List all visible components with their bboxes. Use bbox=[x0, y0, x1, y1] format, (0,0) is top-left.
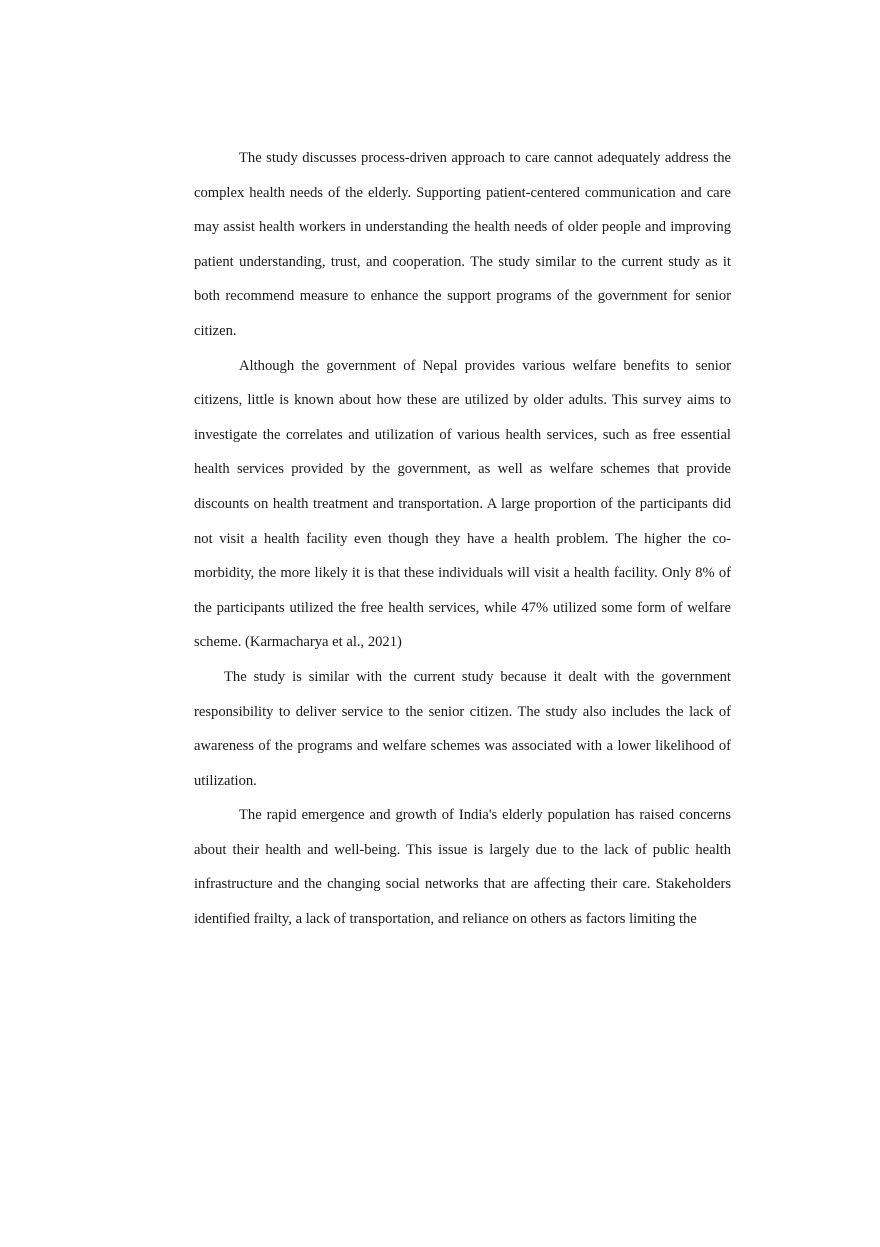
paragraph-process-driven-care: The study discusses process-driven approach to care cannot adequately address the complex health needs of the elderly. Supporting patient-centered communication and care may assist health workers in understanding the health needs of older people and improving patient understanding, trust, and cooperation. The study similar to the current study as it both recommend measure to enhance the support programs of the government for senior citizen. bbox=[194, 150, 731, 339]
body-text bbox=[194, 141, 731, 937]
paragraph-india-elderly-population: The rapid emergence and growth of India's elderly population has raised concerns about their health and well-being. This issue is largely due to the lack of public health infrastructure and the changing social networks that are affecting their care. Stakeholders identified frailty, a lack of transportation, and reliance on others as factors limiting the bbox=[194, 807, 731, 928]
paragraph-nepal-welfare-benefits: Although the government of Nepal provides various welfare benefits to senior citizens, little is known about how these are utilized by older adults. This survey aims to investigate the correlates and utilization of various health services, such as free essential health services provided by the government, as well as welfare schemes that provide discounts on health treatment and transportation. A large proportion of the participants did not visit a health facility even though they have a health problem. The higher the co-morbidity, the more likely it is that these individuals will visit a health facility. Only 8% of the participants utilized the free health services, while 47% utilized some form of welfare scheme. (Karmacharya et al., 2021) bbox=[194, 357, 731, 651]
paragraph-government-responsibility: The study is similar with the current study because it dealt with the government responsibility to deliver service to the senior citizen. The study also includes the lack of awareness of the programs and welfare schemes was associated with a lower likelihood of utilization. bbox=[194, 668, 731, 789]
